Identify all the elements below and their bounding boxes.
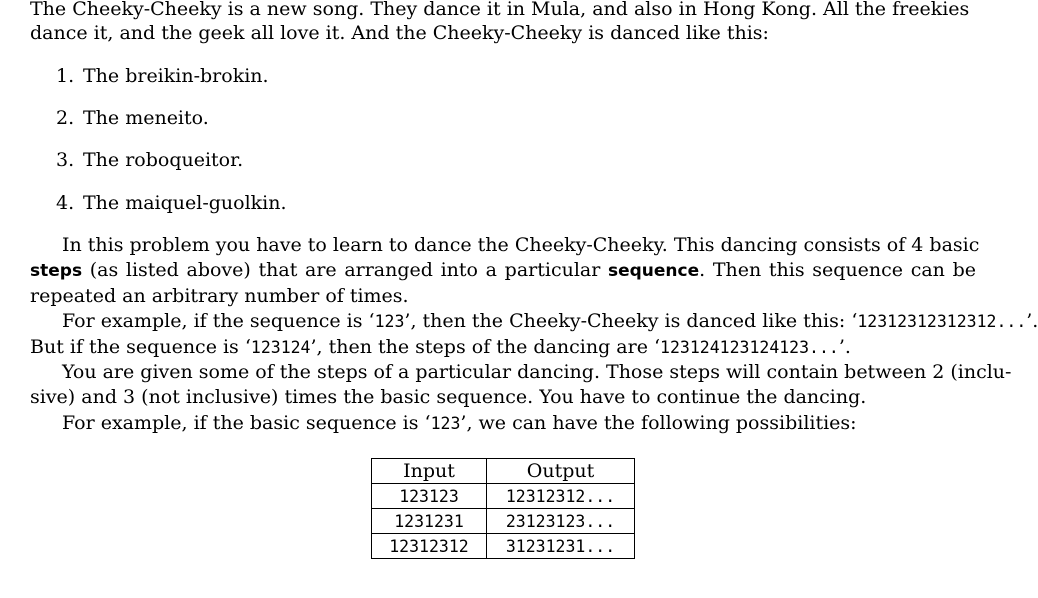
code-sequence: 123124 bbox=[250, 338, 311, 357]
examples-table bbox=[371, 458, 635, 559]
cell-input: 12312312 bbox=[372, 534, 487, 559]
list-item-text: The breikin-brokin. bbox=[83, 65, 269, 87]
list-item bbox=[56, 64, 269, 88]
para4-text: ’, we can have the following possibilities: bbox=[460, 412, 857, 434]
steps-term: steps bbox=[30, 261, 83, 281]
para2-line-2 bbox=[30, 335, 851, 360]
para1-line-2 bbox=[30, 258, 976, 283]
para2-text: But if the sequence is ‘ bbox=[30, 336, 251, 358]
sequence-term: sequence bbox=[607, 261, 700, 281]
para2-text: For example, if the sequence is ‘ bbox=[62, 310, 375, 332]
para1-text: (as listed above) that are arranged into a particular bbox=[82, 259, 608, 281]
para2-text: ’, then the steps of the dancing are ‘ bbox=[310, 336, 661, 358]
cell-output: 31231231... bbox=[487, 534, 635, 559]
para1-line-1: In this problem you have to learn to dance the Cheeky-Cheeky. This dancing consists of 4 basic bbox=[62, 234, 980, 256]
list-item-text: The meneito. bbox=[83, 107, 209, 129]
table-row bbox=[372, 509, 635, 534]
code-sequence: 123 bbox=[430, 414, 461, 433]
para4-text: For example, if the basic sequence is ‘ bbox=[62, 412, 431, 434]
table-row bbox=[372, 484, 635, 509]
para3-line-2: sive) and 3 (not inclusive) times the basic sequence. You have to continue the dancing. bbox=[30, 386, 867, 408]
para2-line-1 bbox=[62, 309, 1038, 334]
code-sequence: 123 bbox=[374, 312, 405, 331]
list-item bbox=[56, 191, 287, 215]
table-header-row bbox=[372, 459, 635, 484]
list-item-number: 2. bbox=[56, 107, 75, 129]
intro-line-1: The Cheeky-Cheeky is a new song. They dance it in Mula, and also in Hong Kong. All the freekies bbox=[30, 0, 970, 20]
para4-line-1 bbox=[62, 411, 857, 436]
cell-input: 1231231 bbox=[372, 509, 487, 534]
cell-input: 123123 bbox=[372, 484, 487, 509]
code-dance: 123124123124123... bbox=[660, 338, 839, 357]
header-output: Output bbox=[487, 459, 635, 484]
list-item-text: The maiquel-guolkin. bbox=[83, 192, 287, 214]
cell-output: 23123123... bbox=[487, 509, 635, 534]
para3-line-1: You are given some of the steps of a particular dancing. Those steps will contain between 2 (inclu- bbox=[62, 361, 1012, 383]
list-item bbox=[56, 106, 209, 130]
para1-text: . Then this sequence can be bbox=[699, 259, 976, 281]
para2-text: ’. bbox=[1026, 310, 1038, 332]
list-item-number: 3. bbox=[56, 149, 75, 171]
intro-line-2: dance it, and the geek all love it. And the Cheeky-Cheeky is danced like this: bbox=[30, 22, 769, 44]
list-item-number: 4. bbox=[56, 192, 75, 214]
list-item bbox=[56, 148, 243, 172]
header-input: Input bbox=[372, 459, 487, 484]
para1-line-3: repeated an arbitrary number of times. bbox=[30, 285, 409, 307]
cell-output: 12312312... bbox=[487, 484, 635, 509]
code-dance: 12312312312312... bbox=[857, 312, 1027, 331]
para2-text: ’. bbox=[838, 336, 851, 358]
para2-text: ’, then the Cheeky-Cheeky is danced like this: ‘ bbox=[404, 310, 858, 332]
table-row bbox=[372, 534, 635, 559]
list-item-text: The roboqueitor. bbox=[83, 149, 244, 171]
list-item-number: 1. bbox=[56, 65, 75, 87]
